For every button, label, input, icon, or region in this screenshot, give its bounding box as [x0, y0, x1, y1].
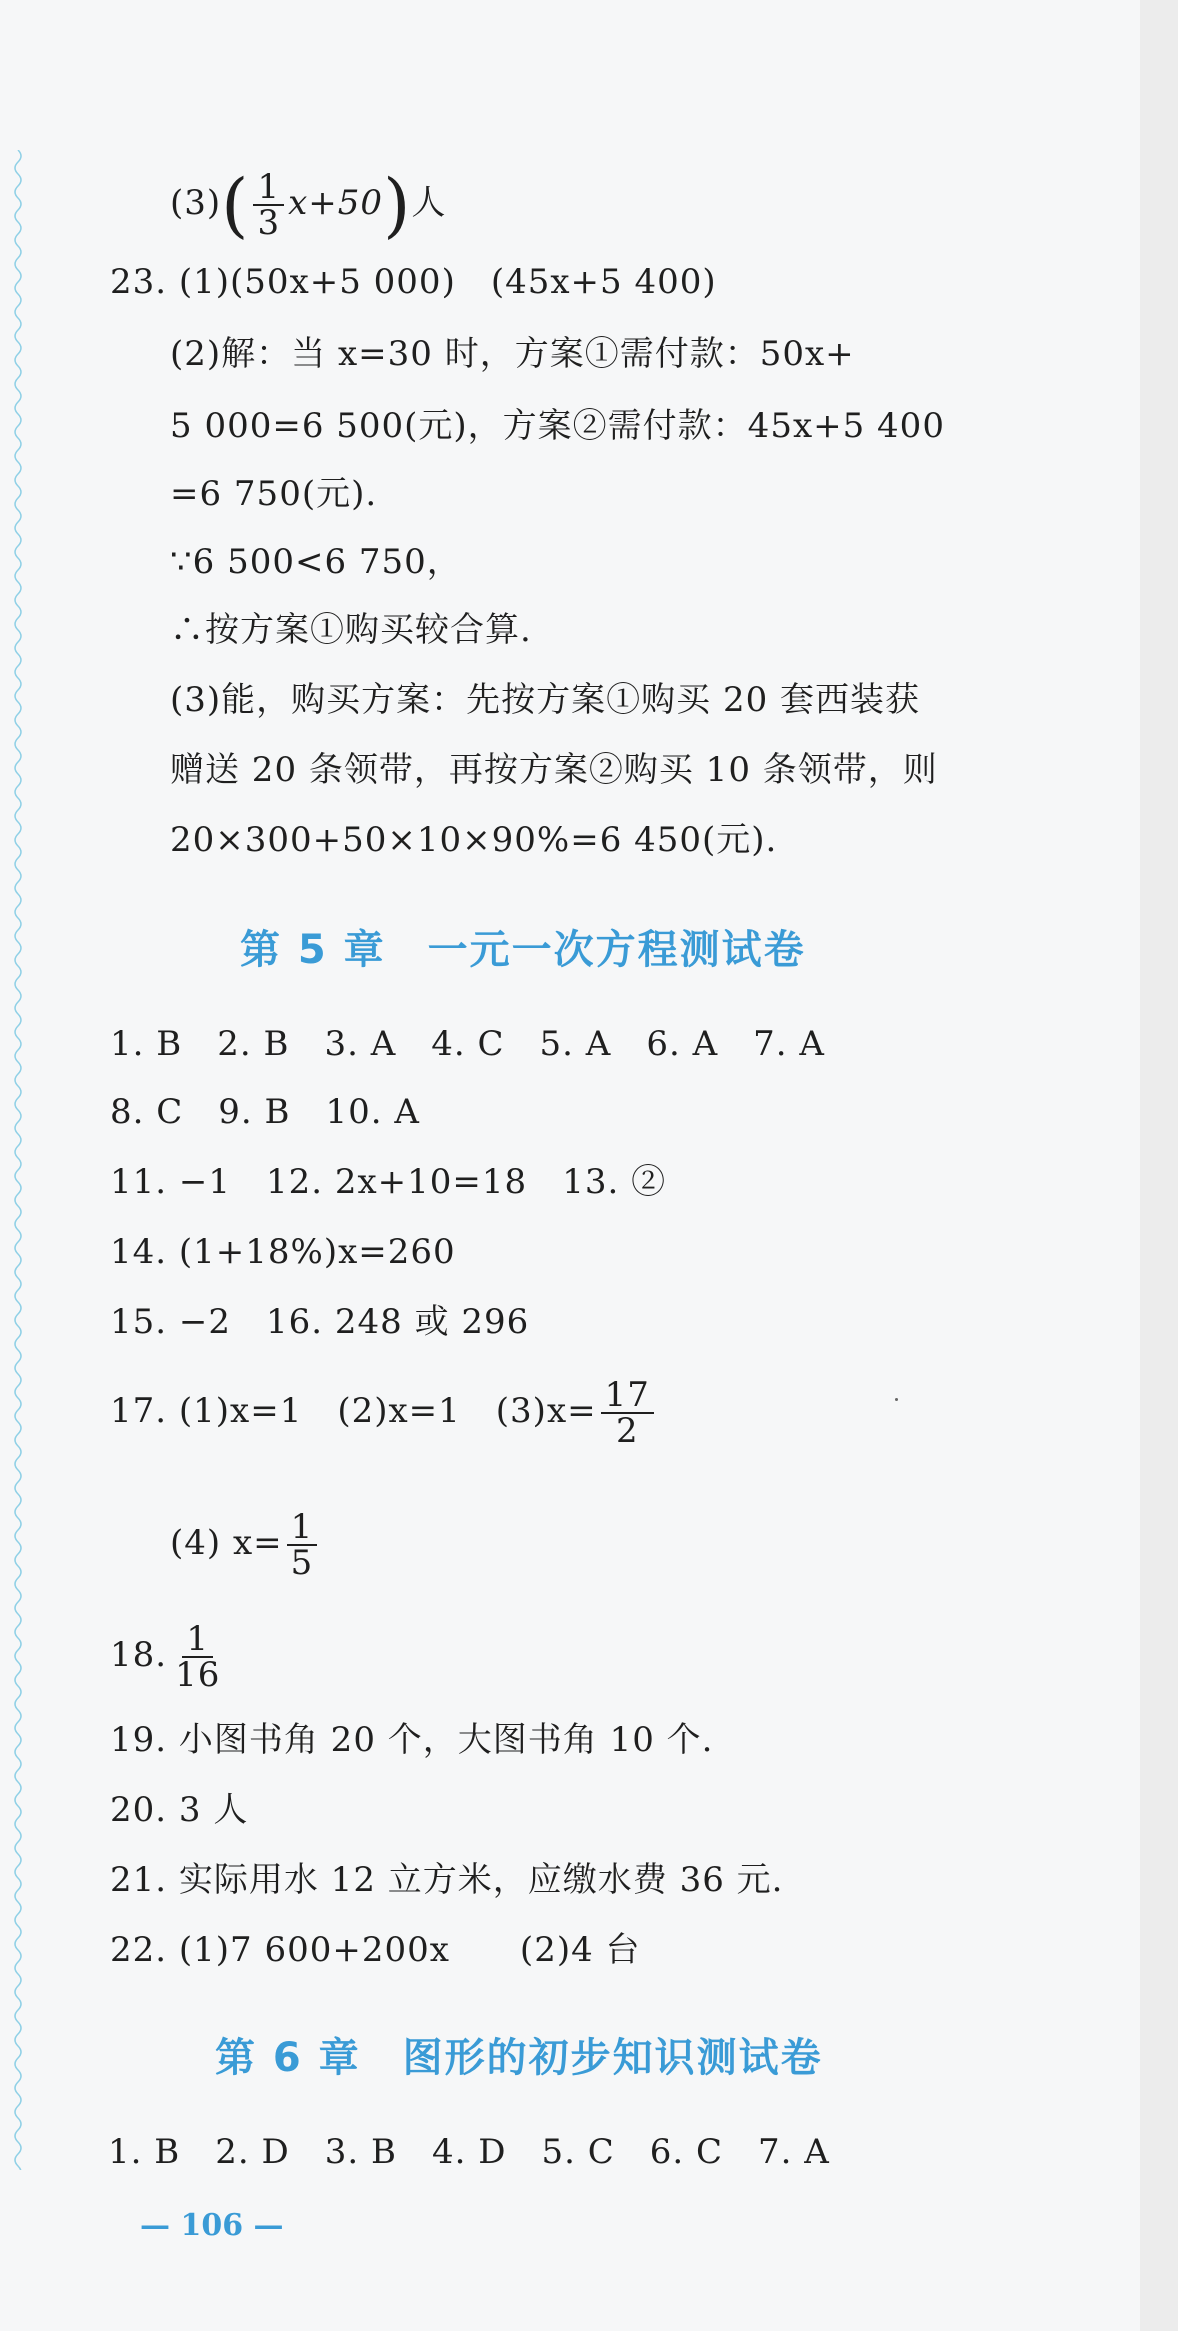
- chapter-5-heading: 第 5 章 一元一次方程测试卷: [240, 927, 806, 973]
- answer-22-3-label: (3): [170, 183, 222, 223]
- ch5-answer-22: 22. (1)7 600+200x (2)4 台: [110, 1930, 641, 1970]
- fraction-denominator: 5: [290, 1543, 314, 1583]
- ch5-answer-18: [110, 1619, 228, 1695]
- fraction-numerator: 1: [253, 170, 284, 206]
- ch5-answer-17: [110, 1375, 658, 1451]
- answer-23-3-line2: 赠送 20 条领带，再按方案②购买 10 条领带，则: [170, 750, 938, 790]
- answer-23-1: 23. (1)(50x+5 000) (45x+5 400): [110, 262, 717, 302]
- page-edge-shade: [1140, 0, 1178, 2331]
- fraction-denominator: 2: [615, 1411, 639, 1451]
- fraction-1-over-16: [171, 1619, 224, 1695]
- answer-22-3-unit: 人: [411, 183, 447, 223]
- ch5-answer-14: 14. (1+18%)x=260: [110, 1232, 456, 1272]
- ch5-answer-21: 21. 实际用水 12 立方米，应缴水费 36 元.: [110, 1860, 784, 1900]
- ch5-answer-17-4: [170, 1507, 321, 1583]
- fraction-one-third: [253, 167, 284, 243]
- answer-17-text: 17. (1)x=1 (2)x=1 (3)x=: [110, 1391, 597, 1431]
- speck-mark: [895, 1398, 898, 1401]
- fraction-17-over-2: [601, 1375, 654, 1451]
- ch5-answer-19: 19. 小图书角 20 个，大图书角 10 个.: [110, 1720, 714, 1760]
- answer-17-4-text: (4) x=: [170, 1523, 283, 1563]
- fraction-denominator: 16: [175, 1655, 221, 1695]
- answer-23-2-line2: 5 000=6 500(元)，方案②需付款：45x+5 400: [170, 406, 945, 446]
- fraction-numerator: 1: [287, 1510, 318, 1546]
- ch5-answers-8-10: 8. C 9. B 10. A: [110, 1092, 420, 1132]
- fraction-numerator: 1: [182, 1622, 213, 1658]
- ch5-answer-20: 20. 3 人: [110, 1790, 249, 1830]
- answer-23-2-line1: (2)解：当 x=30 时，方案①需付款：50x+: [170, 334, 855, 374]
- answer-23-2-therefore: ∴按方案①购买较合算.: [170, 610, 532, 650]
- answer-23-2-line3: =6 750(元).: [170, 474, 378, 514]
- answer-23-3-line1: (3)能，购买方案：先按方案①购买 20 套西装获: [170, 680, 921, 720]
- answer-22-3-expr: x+50: [288, 183, 384, 223]
- wavy-margin-decoration: [10, 150, 26, 2170]
- fraction-1-over-5: [287, 1507, 318, 1583]
- ch5-answers-1-7: 1. B 2. B 3. A 4. C 5. A 6. A 7. A: [110, 1024, 825, 1064]
- answer-22-3: [170, 164, 447, 246]
- fraction-numerator: 17: [601, 1378, 654, 1414]
- ch5-answers-15-16: 15. −2 16. 248 或 296: [110, 1302, 530, 1342]
- answer-18-label: 18.: [110, 1635, 168, 1675]
- answer-23-3-line3: 20×300+50×10×90%=6 450(元).: [170, 820, 778, 860]
- ch6-answers-1-7: 1. B 2. D 3. B 4. D 5. C 6. C 7. A: [108, 2132, 830, 2172]
- left-paren: (: [221, 164, 250, 246]
- chapter-6-heading: 第 6 章 图形的初步知识测试卷: [215, 2035, 823, 2081]
- fraction-denominator: 3: [257, 203, 281, 243]
- ch5-answers-11-13: 11. −1 12. 2x+10=18 13. ②: [110, 1162, 667, 1202]
- answer-23-2-since: ∵6 500<6 750，: [170, 542, 462, 582]
- right-paren: ): [383, 164, 412, 246]
- page-number: — 106 —: [140, 2208, 284, 2243]
